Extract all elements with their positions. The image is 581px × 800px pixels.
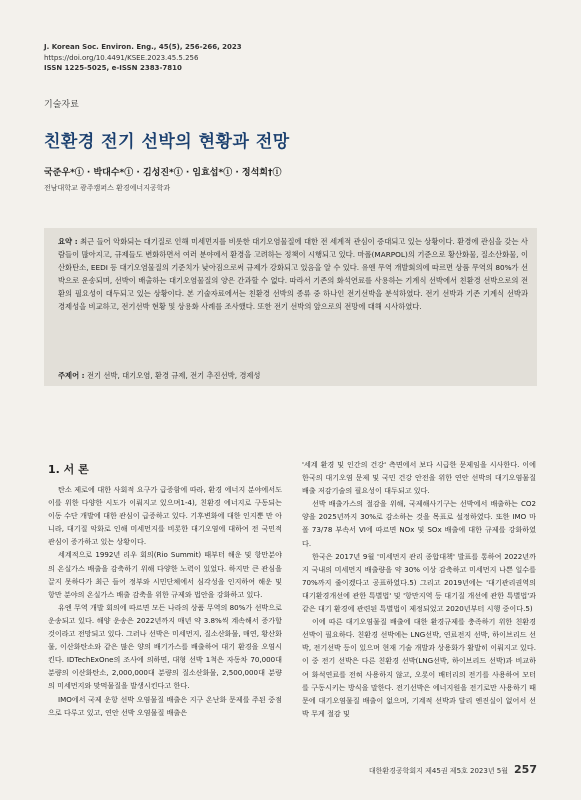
page-footer xyxy=(369,763,537,776)
journal-citation: J. Korean Soc. Environ. Eng., 45(5), 256-266, 2023 xyxy=(44,43,242,51)
left-column xyxy=(48,483,282,719)
author-list: 국준우*ⓘ · 박대수*ⓘ · 김성진*ⓘ · 임효섭*ⓘ · 정석희†ⓘ xyxy=(44,168,282,178)
article-type: 기술자료 xyxy=(44,100,79,110)
paragraph: 이에 따른 대기오염물질 배출에 대한 환경규제를 충족하기 위한 친환경 선박이 필요하다. 친환경 선박에는 LNG선박, 연료전지 선박, 하이브리드 선박, 전기선박 등이 있으며 현재 기술 개발과 상용화가 활발히 이뤄지고 있다. 이 중 전기 선박은 다른 친환경 선박(LNG선박, 하이브리드 선박)과 비교하여 화석연료를 전혀 사용하지 않고, 오롯이 배터리의 전기를 사용하여 모터를 구동시키는 방식을 말한다. 전기선박은 에너지원을 전기로만 사용하기 때문에 대기오염물질 배출이 없으며, 기계적 선박과 달리 엔진실이 없어서 선박 무게 절감 및 xyxy=(302,617,536,718)
abstract-label: 요약 : xyxy=(58,237,78,246)
abstract-text: 최근 들어 악화되는 대기질로 인해 미세먼지를 비롯한 대기오염물질에 대한 전 세계적 관심이 증대되고 있는 상황이다. 환경에 관심을 갖는 사람들이 많아지고, 규제들도 변화하면서 여러 분야에서 환경을 고려하는 정책이 시행되고 있다. 마폴(MARPOL)의 기준으로 황산화물, 질소산화물, 이산화탄소, EEDI 등 대기오염물질의 기준치가 낮아짐으로써 규제가 강화되고 있음을 알 수 있다. 유엔 무역 개발회의에 따르면 상품 무역의 80%가 선박으로 운송되며, 선박이 배출하는 대기오염물질의 양은 간과할 수 없다. 따라서 기존의 화석연료를 사용하는 기계식 선박에서 친환경 선박으로의 전환의 필요성이 대두되고 있는 상황이다. 본 기술자료에서는 친환경 선박의 종류 중 하나인 전기선박을 분석하였다. 전기 선박과 기존 기계식 선박과 경제성을 비교하고, 전기선박 현황 및 상용화 사례를 조사했다. 또한 전기 선박의 앞으로의 전망에 대해 시사하였다. xyxy=(58,237,528,311)
page-number: 257 xyxy=(514,763,537,776)
paragraph: 탄소 제로에 대한 사회적 요구가 급증함에 따라, 환경 에너지 분야에서도 이를 위한 다양한 시도가 이뤄지고 있으며1-4), 친환경 에너지로 구동되는 이동 수단 개발에 대한 관심이 급증하고 있다. 기후변화에 대한 인지뿐 만 아니라, 대기질 악화로 인해 미세먼지를 비롯한 대기오염에 대하여 전 국민적 관심이 증가하고 있는 상황이다. xyxy=(48,485,282,547)
doi-link[interactable]: https://doi.org/10.4491/KSEE.2023.45.5.256 xyxy=(44,53,199,62)
section-heading: 1. 서 론 xyxy=(48,463,89,476)
paragraph: IMO에서 국제 운항 선박 오염물질 배출은 지구 온난화 문제를 주된 중점으로 다루고 있고, 연안 선박 오염물질 배출은 xyxy=(48,694,282,717)
abstract xyxy=(58,236,528,313)
paragraph: 선박 배출가스의 절감을 위해, 국제해사기구는 선박에서 배출하는 CO2양을 2025년까지 30%로 감소하는 것을 목표로 설정하였다. 또한 IMO 마폴 73/78 부속서 VI에 따르면 NOx 및 SOx 배출에 대한 규제를 강화하였다. xyxy=(302,499,536,548)
keywords xyxy=(58,371,528,381)
affiliation: 전남대학교 광주캠퍼스 환경에너지공학과 xyxy=(44,184,171,192)
paragraph: 유엔 무역 개발 회의에 따르면 모든 나라의 상품 무역의 80%가 선박으로 운송되고 있다. 해양 운송은 2022년까지 매년 약 3.8%씩 계속해서 증가할 것이라고 전망되고 있다. 그러나 선박은 미세먼지, 질소산화물, 매연, 황산화물, 이산화탄소와 같은 많은 양의 배기가스를 배출하여 대기 환경을 오염시킨다. IDTechExOne의 조사에 의하면, 대형 선박 1척은 자동차 70,000대 분량의 이산화탄소, 2,000,000대 분량의 질소산화물, 2,500,000대 분량의 미세먼지와 맞먹물질을 발생시킨다고 한다. xyxy=(48,602,282,691)
paragraph: 한국은 2017년 9월 '미세먼지 관리 종합대책' 발표를 통하여 2022년까지 국내의 미세먼지 배출량을 약 30% 이상 감축하고 미세먼지 나쁜 일수를 70%까지 줄이겠다고 공표하였다.5) 그리고 2019년에는 '대기관리권역의 대기환경개선에 관한 특별법' 및 '항만지역 등 대기질 개선에 관한 특별법'과 같은 대기 환경에 관련된 특별법이 제정되었고 2020년부터 시행 중이다.5) xyxy=(302,551,536,614)
article-title: 친환경 전기 선박의 현황과 전망 xyxy=(44,132,290,152)
paragraph: '세계 환경 및 인간의 건강' 측면에서 보다 시급한 문제임을 시사한다. 이에 한국의 대기오염 문제 및 국민 건강 안전을 위한 연안 선박의 대기오염물질 배출 저감기술의 필요성이 대두되고 있다. xyxy=(302,460,536,496)
right-column xyxy=(302,458,536,720)
footer-journal: 대한환경공학회지 제45권 제5호 2023년 5월 xyxy=(368,767,509,775)
issn: ISSN 1225-5025, e-ISSN 2383-7810 xyxy=(44,64,182,72)
journal-meta xyxy=(44,42,242,74)
keywords-label: 주제어 : xyxy=(58,371,85,380)
keywords-text: 전기 선박, 대기오염, 환경 규제, 전기 추진선박, 경제성 xyxy=(86,371,261,380)
paragraph: 세계적으로 1992년 리우 회의(Rio Summit) 때부터 해운 및 항만분야의 온실가스 배출을 감축하기 위해 다양한 노력이 있었다. 하지만 큰 관심을 끌지 못하다가 최근 들어 정부와 시민단체에서 심각성을 인지하여 해운 및 항만 분야의 온실가스 배출 감축을 위한 규제와 법안을 강화하고 있다. xyxy=(48,550,282,599)
